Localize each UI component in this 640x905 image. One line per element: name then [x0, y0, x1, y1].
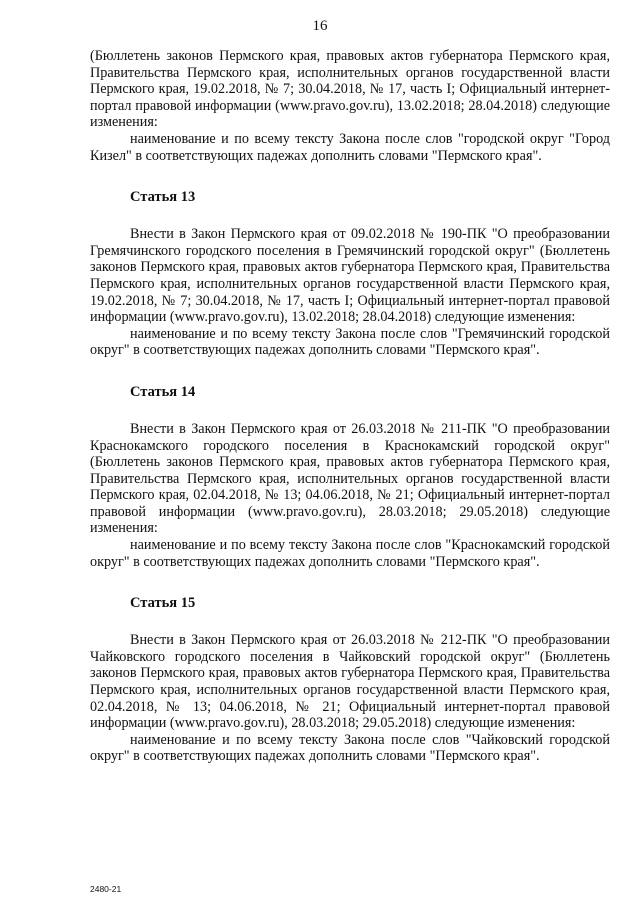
article-14-text: Внести в Закон Пермского края от 26.03.2018 № 211-ПК "О преобразовании Краснокамского городского поселения в Краснокамский городской округ" (Бюллетень законов Пермского края, правовых актов губернатора Пермского края, Правительства Пермского края, исполнительных органов государственной власти Пермского края, 02.04.2018, № 13; 04.06.2018, № 21; Официальный интернет-портал правовой информации (www.pravo.gov.ru), 28.03.2018; 29.05.2018) следующие изменения: [90, 420, 610, 537]
article-15-heading: Статья 15 [130, 595, 196, 612]
document-body [90, 48, 610, 765]
article-13-text: Внести в Закон Пермского края от 09.02.2018 № 190-ПК "О преобразовании Гремячинского городского поселения в Гремячинский городской округ" (Бюллетень законов Пермского края, правовых актов губернатора Пермского края, Правительства Пермского края, исполнительных органов государственной власти Пермского края, 19.02.2018, № 7; 30.04.2018, № 17, часть I; Официальный интернет-портал правовой информации (www.pravo.gov.ru), 13.02.2018; 28.04.2018) следующие изменения: [90, 226, 610, 326]
intro-amendment: наименование и по всему тексту Закона после слов "городской округ "Город Кизел" в соответствующих падежах дополнить словами "Пермского края". [90, 130, 610, 164]
article-15-text: Внести в Закон Пермского края от 26.03.2018 № 212-ПК "О преобразовании Чайковского городского поселения в Чайковский городской округ" (Бюллетень законов Пермского края, правовых актов губернатора Пермского края, Правительства Пермского края, исполнительных органов государственной власти Пермского края, 02.04.2018, № 13; 04.06.2018, № 21; Официальный интернет-портал правовой информации (www.pravo.gov.ru), 28.03.2018; 29.05.2018) следующие изменения: [90, 632, 610, 732]
page-number: 16 [312, 18, 328, 34]
article-13-heading: Статья 13 [130, 189, 196, 206]
article-14-heading: Статья 14 [130, 383, 196, 400]
intro-paragraph: (Бюллетень законов Пермского края, правовых актов губернатора Пермского края, Правительства Пермского края, исполнительных органов государственной власти Пермского края, 19.02.2018, № 7; 30.04.2018, № 17, часть I; Официальный интернет-портал правовой информации (www.pravo.gov.ru), 13.02.2018; 28.04.2018) следующие изменения: [90, 48, 610, 131]
article-13-amendment: наименование и по всему тексту Закона после слов "Гремячинский городской округ" в соответствующих падежах дополнить словами "Пермского края". [90, 325, 610, 359]
article-14-amendment: наименование и по всему тексту Закона после слов "Краснокамский городской округ" в соответствующих падежах дополнить словами "Пермского края". [90, 537, 610, 570]
article-15-amendment: наименование и по всему тексту Закона после слов "Чайковский городской округ" в соответствующих падежах дополнить словами "Пермского края". [90, 731, 610, 765]
document-code: 2480-21 [90, 884, 122, 894]
